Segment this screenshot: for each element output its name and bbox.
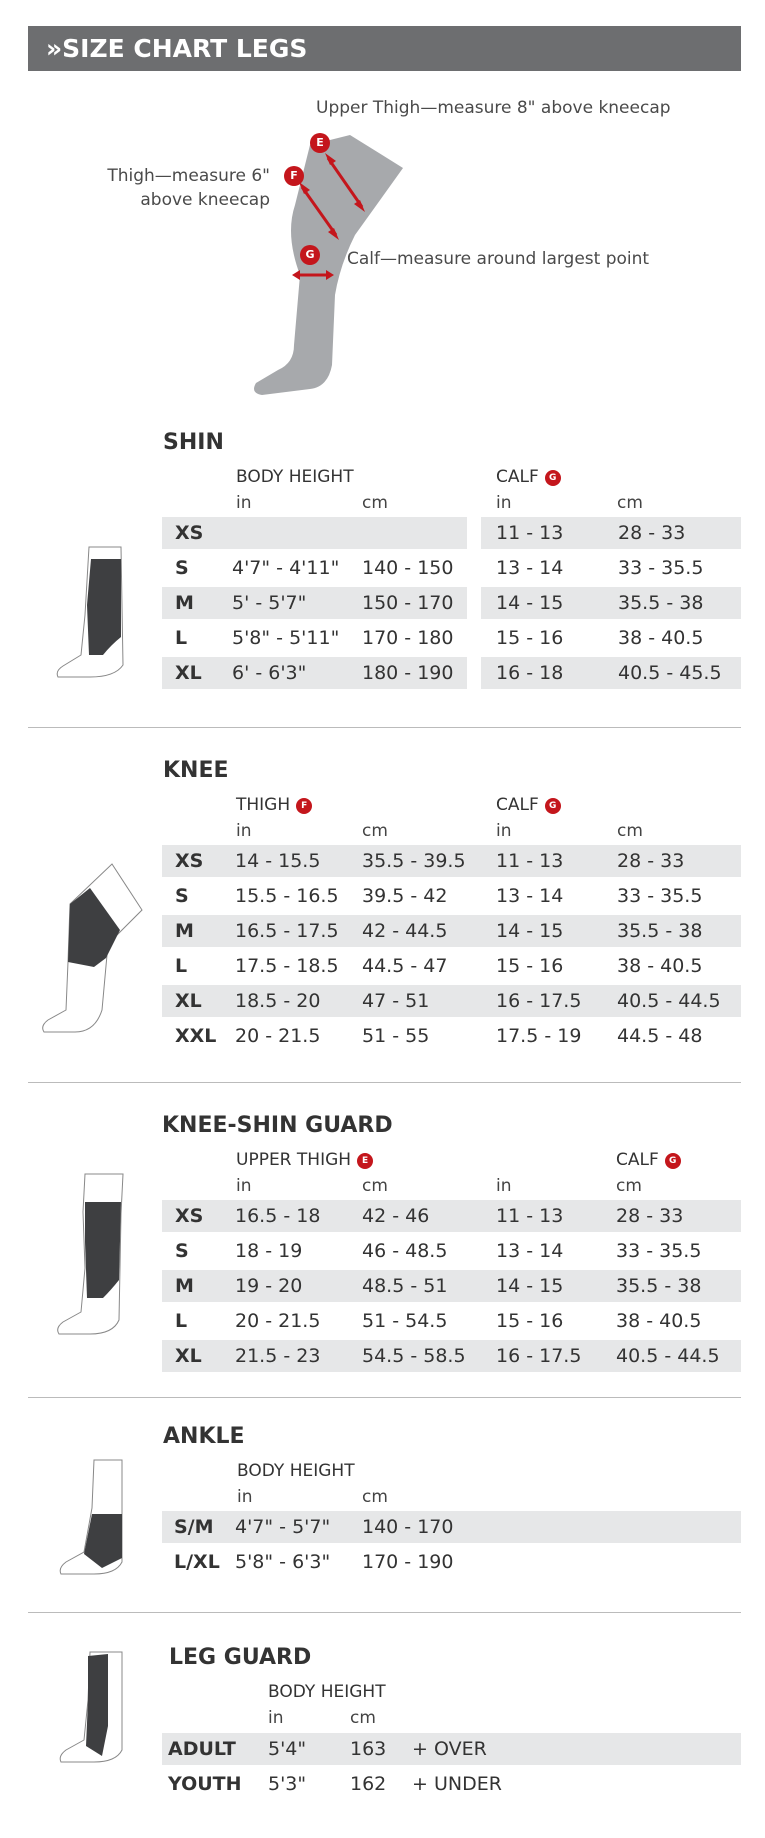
badge-g: G [665, 1153, 681, 1169]
section-title: KNEE-SHIN GUARD [162, 1113, 393, 1138]
group-header-calf: CALF G [496, 795, 561, 815]
section-title: ANKLE [163, 1424, 245, 1449]
upper-thigh-note: Upper Thigh—measure 8" above kneecap [316, 98, 671, 118]
badge-g: G [545, 470, 561, 486]
unit-label: cm [362, 1176, 388, 1196]
unit-label: in [496, 1176, 512, 1196]
unit-label: in [237, 1487, 253, 1507]
unit-label: in [268, 1708, 284, 1728]
ankle-brace-icon [58, 1458, 128, 1578]
group-header-thigh: THIGH F [236, 795, 312, 815]
calf-note: Calf—measure around largest point [347, 249, 650, 269]
badge-g: G [545, 798, 561, 814]
group-header-body-height: BODY HEIGHT [268, 1682, 386, 1702]
unit-label: in [236, 1176, 252, 1196]
page-title: »SIZE CHART LEGS [28, 26, 741, 71]
leg-guard-icon [58, 1650, 128, 1770]
divider [28, 1082, 741, 1083]
knee-guard-icon [40, 862, 145, 1037]
unit-label: cm [617, 493, 643, 513]
group-header-body-height: BODY HEIGHT [237, 1461, 355, 1481]
unit-label: cm [362, 821, 388, 841]
badge-f: F [284, 166, 304, 186]
badge-g: G [300, 245, 320, 265]
badge-e: E [310, 133, 330, 153]
thigh-note-line2: above kneecap [140, 190, 270, 210]
badge-e: E [357, 1153, 373, 1169]
group-header-calf: CALF G [616, 1150, 681, 1170]
unit-label: cm [616, 1176, 642, 1196]
divider [28, 1397, 741, 1398]
thigh-note-line1: Thigh—measure 6" [107, 166, 270, 186]
unit-label: in [496, 821, 512, 841]
shin-guard-icon [55, 545, 125, 680]
unit-label: cm [362, 1487, 388, 1507]
section-title: KNEE [163, 758, 229, 783]
group-header-body-height: BODY HEIGHT [236, 467, 354, 487]
unit-label: in [496, 493, 512, 513]
unit-label: cm [362, 493, 388, 513]
group-header-upper-thigh: UPPER THIGH E [236, 1150, 373, 1170]
section-title: SHIN [163, 430, 224, 455]
divider [28, 1612, 741, 1613]
unit-label: in [236, 821, 252, 841]
unit-label: cm [350, 1708, 376, 1728]
knee-shin-guard-icon [55, 1172, 130, 1337]
unit-label: cm [617, 821, 643, 841]
unit-label: in [236, 493, 252, 513]
divider [28, 727, 741, 728]
badge-f: F [296, 798, 312, 814]
group-header-calf: CALF G [496, 467, 561, 487]
section-title: LEG GUARD [169, 1645, 312, 1670]
